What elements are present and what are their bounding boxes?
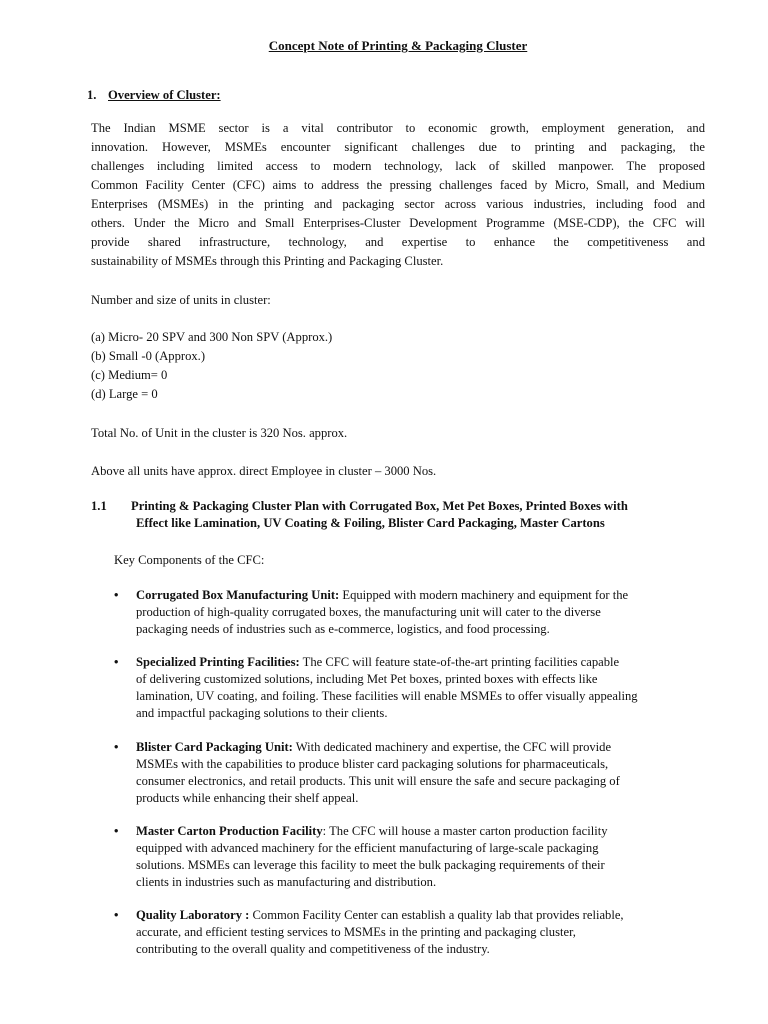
section-1-title: Overview of Cluster:	[108, 88, 221, 102]
units-label: Number and size of units in cluster:	[91, 293, 271, 307]
component-text: MSMEs with the capabilities to produce blister card packaging solutions for pharmaceuticals,	[136, 757, 609, 771]
component-text: With dedicated machinery and expertise, the CFC will provide	[292, 740, 612, 754]
key-components-label: Key Components of the CFC:	[114, 553, 265, 567]
section-1-heading	[87, 87, 221, 104]
unit-size-item: (a) Micro- 20 SPV and 300 Non SPV (Approx.)	[91, 330, 333, 344]
overview-line: sustainability of MSMEs through this Printing and Packaging Cluster.	[91, 254, 444, 268]
document-title: Concept Note of Printing & Packaging Cluster	[268, 38, 528, 53]
section-1-1-number: 1.1	[91, 499, 107, 513]
employee-count: Above all units have approx. direct Employee in cluster – 3000 Nos.	[91, 464, 437, 478]
overview-line: Enterprises (MSMEs) in the printing and packaging sector across various industries, including food and	[91, 197, 705, 211]
component-text: of delivering customized solutions, including Met Pet boxes, printed boxes with effects like	[136, 672, 598, 686]
component-text: solutions. MSMEs can leverage this facility to meet the bulk packaging requirements of their	[136, 858, 605, 872]
component-text: production of high-quality corrugated boxes, the manufacturing unit will cater to the diverse	[136, 605, 601, 619]
overview-line: challenges including limited access to modern technology, lack of skilled manpower. The proposed	[91, 159, 705, 173]
component-name: Master Carton Production Facility	[136, 824, 323, 838]
bullet-icon: •	[114, 824, 119, 838]
unit-size-item: (c) Medium= 0	[91, 368, 168, 382]
overview-line: The Indian MSME sector is a vital contributor to economic growth, employment generation, and	[91, 121, 705, 135]
overview-paragraph	[91, 119, 705, 271]
section-1-1-title-line: Printing & Packaging Cluster Plan with Corrugated Box, Met Pet Boxes, Printed Boxes with	[131, 499, 628, 513]
component-text: lamination, UV coating, and foiling. These facilities will enable MSMEs to offer visually appealing	[136, 689, 638, 703]
component-text: clients in industries such as manufacturing and distribution.	[136, 875, 437, 889]
component-name: Corrugated Box Manufacturing Unit:	[136, 588, 340, 602]
unit-size-item: (b) Small -0 (Approx.)	[91, 349, 206, 363]
section-1-1-heading	[91, 498, 711, 532]
component-text: contributing to the overall quality and competitiveness of the industry.	[136, 942, 490, 956]
component-text: The CFC will feature state-of-the-art printing facilities capable	[299, 655, 620, 669]
component-name: Quality Laboratory :	[136, 908, 250, 922]
component-text: accurate, and efficient testing services to MSMEs in the printing and packaging cluster,	[136, 925, 576, 939]
component-name: Specialized Printing Facilities:	[136, 655, 300, 669]
component-text: Common Facility Center can establish a quality lab that provides reliable,	[249, 908, 624, 922]
component-text: and impactful packaging solutions to their clients.	[136, 706, 388, 720]
unit-size-item: (d) Large = 0	[91, 387, 158, 401]
overview-line: others. Under the Micro and Small Enterprises-Cluster Development Programme (MSE-CDP), the CFC will	[91, 216, 705, 230]
section-1-1-title-line: Effect like Lamination, UV Coating & Foiling, Blister Card Packaging, Master Cartons	[136, 516, 605, 530]
section-1-number: 1.	[87, 88, 97, 102]
bullet-icon: •	[114, 655, 119, 669]
bullet-icon: •	[114, 908, 119, 922]
component-text: Equipped with modern machinery and equipment for the	[339, 588, 629, 602]
component-name: Blister Card Packaging Unit:	[136, 740, 293, 754]
bullet-icon: •	[114, 588, 119, 602]
total-units: Total No. of Unit in the cluster is 320 Nos. approx.	[91, 426, 348, 440]
component-text: : The CFC will house a master carton production facility	[322, 824, 608, 838]
component-text: packaging needs of industries such as e-commerce, logistics, and food processing.	[136, 622, 550, 636]
component-text: products while enhancing their shelf appeal.	[136, 791, 359, 805]
bullet-icon: •	[114, 740, 119, 754]
overview-line: innovation. However, MSMEs encounter significant challenges due to printing and packaging, the	[91, 140, 705, 154]
component-text: consumer electronics, and retail products. This unit will ensure the safe and secure packaging of	[136, 774, 620, 788]
overview-line: Common Facility Center (CFC) aims to address the pressing challenges faced by Micro, Small, and Medium	[91, 178, 705, 192]
component-text: equipped with advanced machinery for the efficient manufacturing of large-scale packaging	[136, 841, 599, 855]
overview-line: provide shared infrastructure, technology, and expertise to enhance the competitiveness and	[91, 235, 705, 249]
